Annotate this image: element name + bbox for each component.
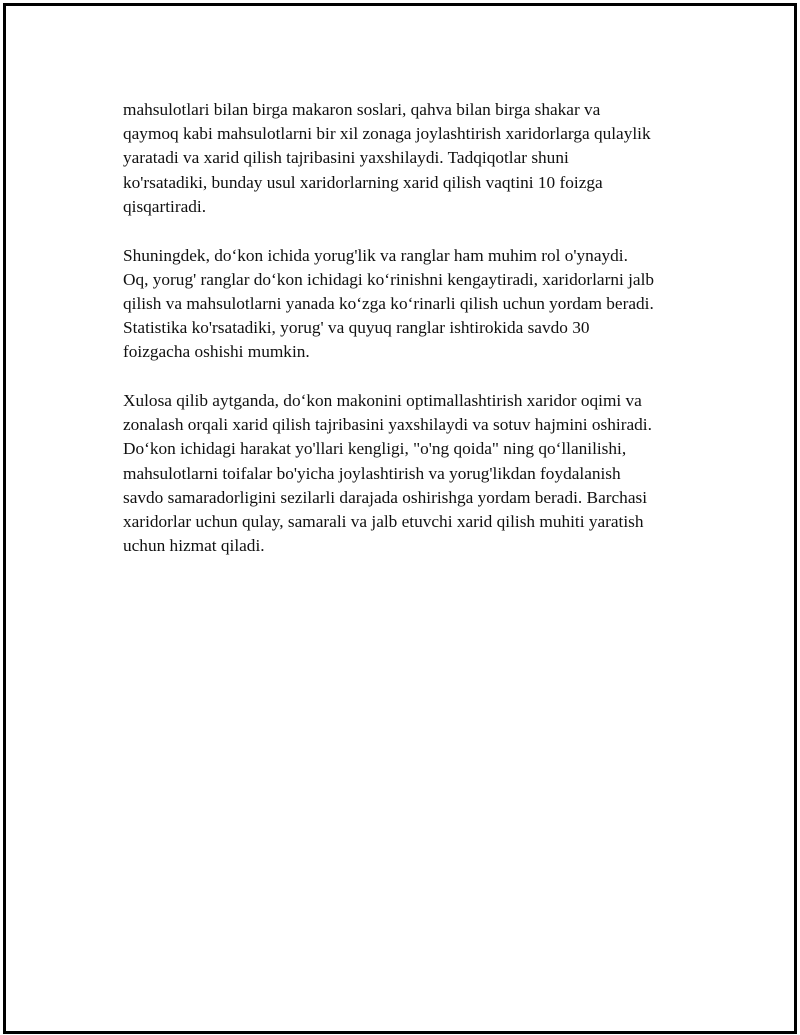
page-frame (3, 3, 797, 1034)
document-body (123, 98, 703, 583)
paragraph-3: Xulosa qilib aytganda, do‘kon makonini optimallashtirish xaridor oqimi va zonalash orqali xarid qilish tajribasini yaxshilaydi va sotuv hajmini oshiradi. Do‘kon ichidagi harakat yo'llari kengligi, "o'ng qoida" ning qo‘llanilishi, mahsulotlarni toifalar bo'yicha joylashtirish va yorug'likdan foydalanish savdo samaradorligini sezilarli darajada oshirishga yordam beradi. Barchasi xaridorlar uchun qulay, samarali va jalb etuvchi xarid qilish muhiti yaratish uchun hizmat qiladi. (123, 391, 652, 556)
paragraph-2: Shuningdek, do‘kon ichida yorug'lik va ranglar ham muhim rol o'ynaydi. Oq, yorug' ranglar do‘kon ichidagi ko‘rinishni kengaytiradi, xaridorlarni jalb qilish va mahsulotlarni yanada ko‘zga ko‘rinarli qilish uchun yordam beradi. Statistika ko'rsatadiki, yorug' va quyuq ranglar ishtirokida savdo 30 foizgacha oshishi mumkin. (123, 245, 655, 362)
paragraph-1: mahsulotlari bilan birga makaron soslari, qahva bilan birga shakar va qaymoq kabi mahsulotlarni bir xil zonaga joylashtirish xaridorlarga qulaylik yaratadi va xarid qilish tajribasini yaxshilaydi. Tadqiqotlar shuni ko'rsatadiki, bunday usul xaridorlarning xarid qilish vaqtini 10 foizga qisqartiradi. (123, 100, 651, 216)
